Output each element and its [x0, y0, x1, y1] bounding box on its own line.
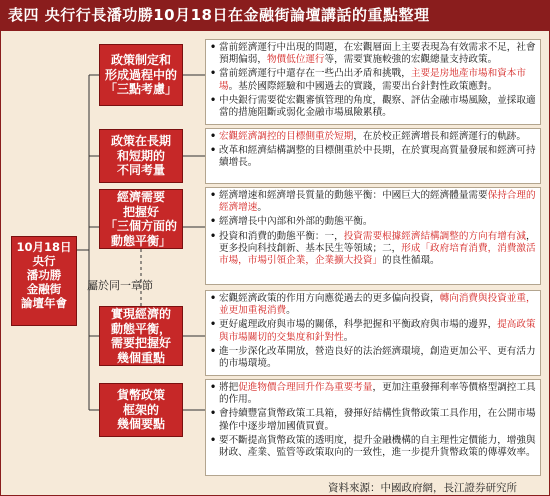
highlighted-text: 提高政策與市場關切的交集度和針對性 [219, 319, 536, 343]
bullet-item [210, 293, 536, 317]
category-line: 動態平衡， [110, 321, 171, 336]
bullet-item [210, 346, 536, 370]
figure-title: 表四 央行行長潘功勝10月18日在金融街論壇講話的重點整理 [0, 0, 550, 31]
item-text: 。基於國際經驗和中國過去的實踐，需要出台針對性政策應對。 [228, 80, 498, 92]
category-line: 「三點考慮」 [104, 82, 177, 97]
same-chapter-note: 屬於同一章節 [87, 279, 153, 292]
bullet-dot: • [210, 319, 217, 331]
item-text: 。 [257, 202, 267, 214]
item-text: ，更多投向科技創新、基本民生等領域；二， [219, 230, 536, 254]
category-line: 經濟需要 [116, 190, 165, 204]
category-line: 把握好 [122, 204, 159, 219]
bullet-dot: • [210, 216, 217, 228]
category-line: 不同考量 [116, 163, 165, 178]
diagram-panel [0, 31, 550, 496]
category-line: 框架的 [122, 402, 159, 417]
item-text: 會持續豐富貨幣政策工具箱，發揮好結構性貨幣政策工具作用，在公開市場操作中逐步增加國債買賣。 [219, 408, 536, 432]
item-text: 。 [286, 305, 296, 317]
bullet-item [210, 131, 536, 143]
highlighted-text: 投資需要根據經濟結構調整的方向有增有減 [343, 230, 526, 242]
item-text: 改革和經濟結構調整的目標側重於中長期，在於實現高質量發展和經濟可持續增長。 [219, 145, 536, 169]
bullet-item [210, 231, 536, 268]
category-policy-considerations [99, 44, 183, 106]
bullet-dot: • [210, 345, 217, 357]
root-line: 央行 [32, 254, 56, 268]
items-dynamic-balance [205, 187, 541, 285]
root-line: 論壇年會 [21, 296, 67, 310]
highlighted-text: 促進物價合理回升作為重要考量 [238, 382, 373, 393]
highlighted-text: 宏觀經濟調控的目標側重於短期 [219, 131, 354, 142]
bullet-dot: • [210, 145, 217, 157]
bullet-item [210, 216, 536, 228]
category-line: 需要把握好 [110, 336, 171, 350]
category-line: 動態平衡」 [110, 233, 171, 248]
items-key-priorities [205, 290, 541, 376]
bullet-item [210, 190, 536, 214]
category-line: 幾個要點 [116, 417, 165, 432]
bullet-item [210, 145, 536, 169]
item-text: 等，需要實施較強的宏觀總量支持政策。 [324, 54, 498, 66]
root-line: 潘功勝 [26, 268, 62, 282]
highlighted-text: 保持合理的經濟增速 [219, 190, 536, 214]
item-text: 將把 [219, 382, 239, 393]
item-text: 的良性循環。 [382, 255, 440, 267]
category-line: 政策制定和 [110, 53, 171, 68]
bullet-dot: • [210, 408, 217, 420]
item-text: 進一步深化改革開放，營造良好的法治經濟環境，創造更加公平、更有活力的市場環境。 [219, 345, 536, 370]
bullet-item [210, 382, 536, 406]
bullet-item [210, 408, 536, 432]
bullet-dot: • [210, 94, 217, 106]
category-line: 形成過程中的 [104, 67, 177, 82]
items-policy-considerations [205, 39, 541, 125]
category-monetary-framework [99, 383, 183, 437]
item-text: 經濟增長中內部和外部的動態平衡。 [219, 216, 373, 228]
item-text: 宏觀經濟政策的作用方向應從過去的更多偏向投資， [219, 293, 440, 304]
category-line: 和短期的 [116, 148, 165, 163]
bullet-item [210, 95, 536, 119]
category-line: 實現經濟的 [110, 307, 171, 321]
bullet-dot: • [210, 434, 217, 446]
bullet-item [210, 68, 536, 92]
item-text: 當前經濟運行中還存在一些凸出矛盾和挑戰， [219, 68, 411, 80]
item-text: 當前經濟運行中出現的問題，在宏觀層面上主要表現為有效需求不足，社會預期偏弱， [219, 42, 536, 66]
bullet-dot: • [210, 293, 217, 304]
root-line: 金融街 [26, 282, 62, 296]
root-line: 10月18日 [16, 240, 72, 254]
item-text: 經濟增速和經濟增長質量的動態平衡：中國巨大的經濟體量需要 [219, 190, 488, 201]
bullet-dot: • [210, 190, 217, 201]
bullet-dot: • [210, 131, 217, 142]
source-note: 資料來源：中國政府網，長江證券研究所 [328, 482, 517, 494]
item-text: 中央銀行需要從宏觀審慎管理的角度，觀察、評估金融市場風險，並採取適當的措施阻斷或弱化金融市場風險累積。 [219, 94, 536, 119]
bullet-dot: • [210, 68, 217, 80]
bullet-dot: • [210, 382, 217, 393]
category-key-priorities [99, 306, 183, 366]
bullet-dot: • [210, 230, 217, 242]
category-line: 政策在長期 [110, 134, 171, 149]
bullet-dot: • [210, 42, 217, 53]
bullet-item [210, 319, 536, 343]
item-text: 更好處理政府與市場的關係，科學把握和平衡政府與市場的邊界， [219, 319, 498, 331]
items-long-short-term [205, 128, 541, 184]
bullet-item [210, 42, 536, 66]
category-line: 幾個重點 [116, 350, 165, 365]
item-text: ，在於校正經濟增長和經濟運行的軌跡。 [353, 131, 526, 142]
item-text: 要不斷提高貨幣政策的透明度，提升金融機構的自主理性定價能力，增強與財政、產業、監管等政策取向的一致性，進一步提升貨幣政策的傳導效率。 [219, 434, 536, 459]
bullet-item [210, 435, 536, 459]
highlighted-text: 主要是房地產市場和資本市場 [219, 68, 526, 92]
category-line: 「三個方面的 [104, 219, 177, 233]
item-text: ，更加注重發揮利率等價格型調控工具的作用。 [219, 382, 536, 406]
highlighted-text: 形成「政府培育消費，消費激活市場，市場引領企業，企業擴大投資」 [219, 242, 536, 267]
category-line: 貨幣政策 [116, 388, 165, 403]
category-dynamic-balance [99, 189, 183, 249]
category-long-short-term [99, 129, 183, 183]
highlighted-text: 轉向消費與投資並重，並更加重視消費 [219, 293, 536, 317]
item-text: 。 [343, 331, 354, 343]
items-monetary-framework [205, 379, 541, 476]
highlighted-text: 物價低位運行 [266, 54, 325, 66]
root-node [11, 236, 77, 326]
item-text: 投資和消費的動態平衡：一， [219, 230, 344, 242]
